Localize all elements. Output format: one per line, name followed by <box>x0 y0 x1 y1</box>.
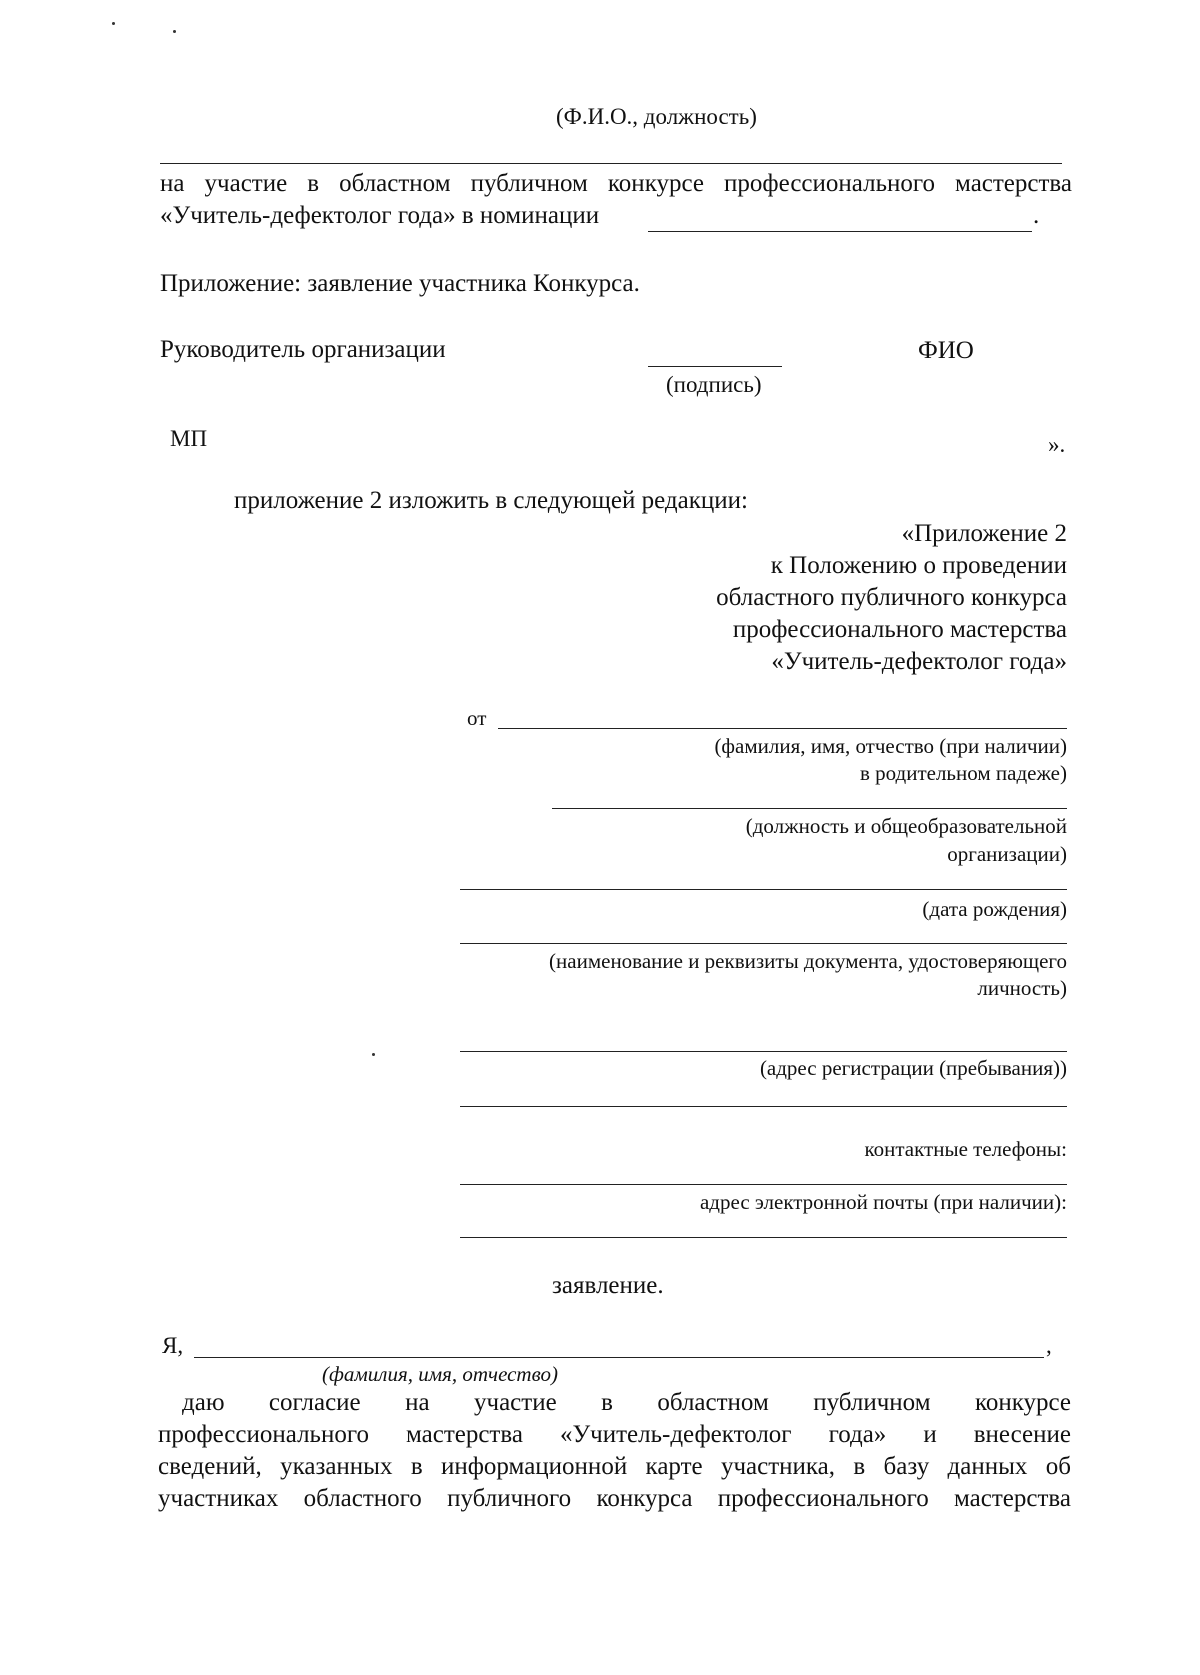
phones-line <box>460 1184 1067 1185</box>
address-caption: (адрес регистрации (пребывания)) <box>759 1056 1067 1080</box>
i-label: Я, <box>162 1333 184 1358</box>
name-line <box>498 728 1067 729</box>
document-caption-2: личность) <box>977 976 1067 1000</box>
participation-line-2: «Учитель-дефектолог года» в номинации <box>160 202 600 229</box>
scan-speck <box>112 22 115 25</box>
participation-line-1: на участие в областном публичном конкурсе профессионального мастерства <box>160 170 1072 197</box>
scan-speck <box>173 30 176 33</box>
instruction-text: приложение 2 изложить в следующей редакции: <box>234 487 748 514</box>
document-caption-1: (наименование и реквизиты документа, удостоверяющего <box>549 949 1067 973</box>
position-line <box>552 808 1067 809</box>
scan-speck <box>372 1053 375 1056</box>
nomination-line <box>648 231 1032 232</box>
birthdate-caption: (дата рождения) <box>922 897 1067 921</box>
document-line <box>460 943 1067 944</box>
statement-body-line-4: участниках областного публичного конкурса профессионального мастерства <box>158 1485 1071 1512</box>
fio-label: ФИО <box>918 337 974 364</box>
statement-title: заявление. <box>552 1272 664 1299</box>
fio-caption: (фамилия, имя, отчество) <box>322 1362 558 1386</box>
signature-line <box>648 366 782 367</box>
name-caption-1: (фамилия, имя, отчество (при наличии) <box>714 734 1067 758</box>
appendix-header-line-1: «Приложение 2 <box>901 520 1067 547</box>
fio-line <box>194 1357 1044 1358</box>
name-caption-2: в родительном падеже) <box>859 761 1067 785</box>
position-caption-1: (должность и общеобразовательной <box>745 814 1067 838</box>
from-label: от <box>467 706 487 730</box>
appendix-header-line-3: областного публичного конкурса <box>716 584 1067 611</box>
statement-body-line-3: сведений, указанных в информационной карте участника, в базу данных об <box>158 1453 1071 1480</box>
birthdate-line <box>460 889 1067 890</box>
address-line-2 <box>460 1106 1067 1107</box>
statement-body-line-1: даю согласие на участие в областном публичном конкурсе <box>182 1389 1071 1416</box>
position-caption-2: организации) <box>947 842 1067 866</box>
email-label: адрес электронной почты (при наличии): <box>699 1190 1067 1214</box>
i-end: , <box>1046 1333 1052 1358</box>
participation-end: . <box>1033 202 1040 229</box>
attachment-text: Приложение: заявление участника Конкурса. <box>160 270 640 297</box>
fio-position-caption: (Ф.И.О., должность) <box>556 104 757 129</box>
fio-position-line <box>160 163 1062 164</box>
stamp-label: МП <box>170 426 208 451</box>
appendix-header-line-4: профессионального мастерства <box>732 616 1067 643</box>
head-of-organization: Руководитель организации <box>160 336 446 363</box>
appendix-header-line-5: «Учитель-дефектолог года» <box>771 648 1067 675</box>
appendix-header-line-2: к Положению о проведении <box>770 552 1067 579</box>
phones-label: контактные телефоны: <box>864 1137 1067 1161</box>
signature-caption: (подпись) <box>666 372 762 397</box>
quote-close: ». <box>1048 432 1066 457</box>
email-line <box>460 1237 1067 1238</box>
statement-body-line-2: профессионального мастерства «Учитель-дефектолог года» и внесение <box>158 1421 1071 1448</box>
address-line <box>460 1051 1067 1052</box>
